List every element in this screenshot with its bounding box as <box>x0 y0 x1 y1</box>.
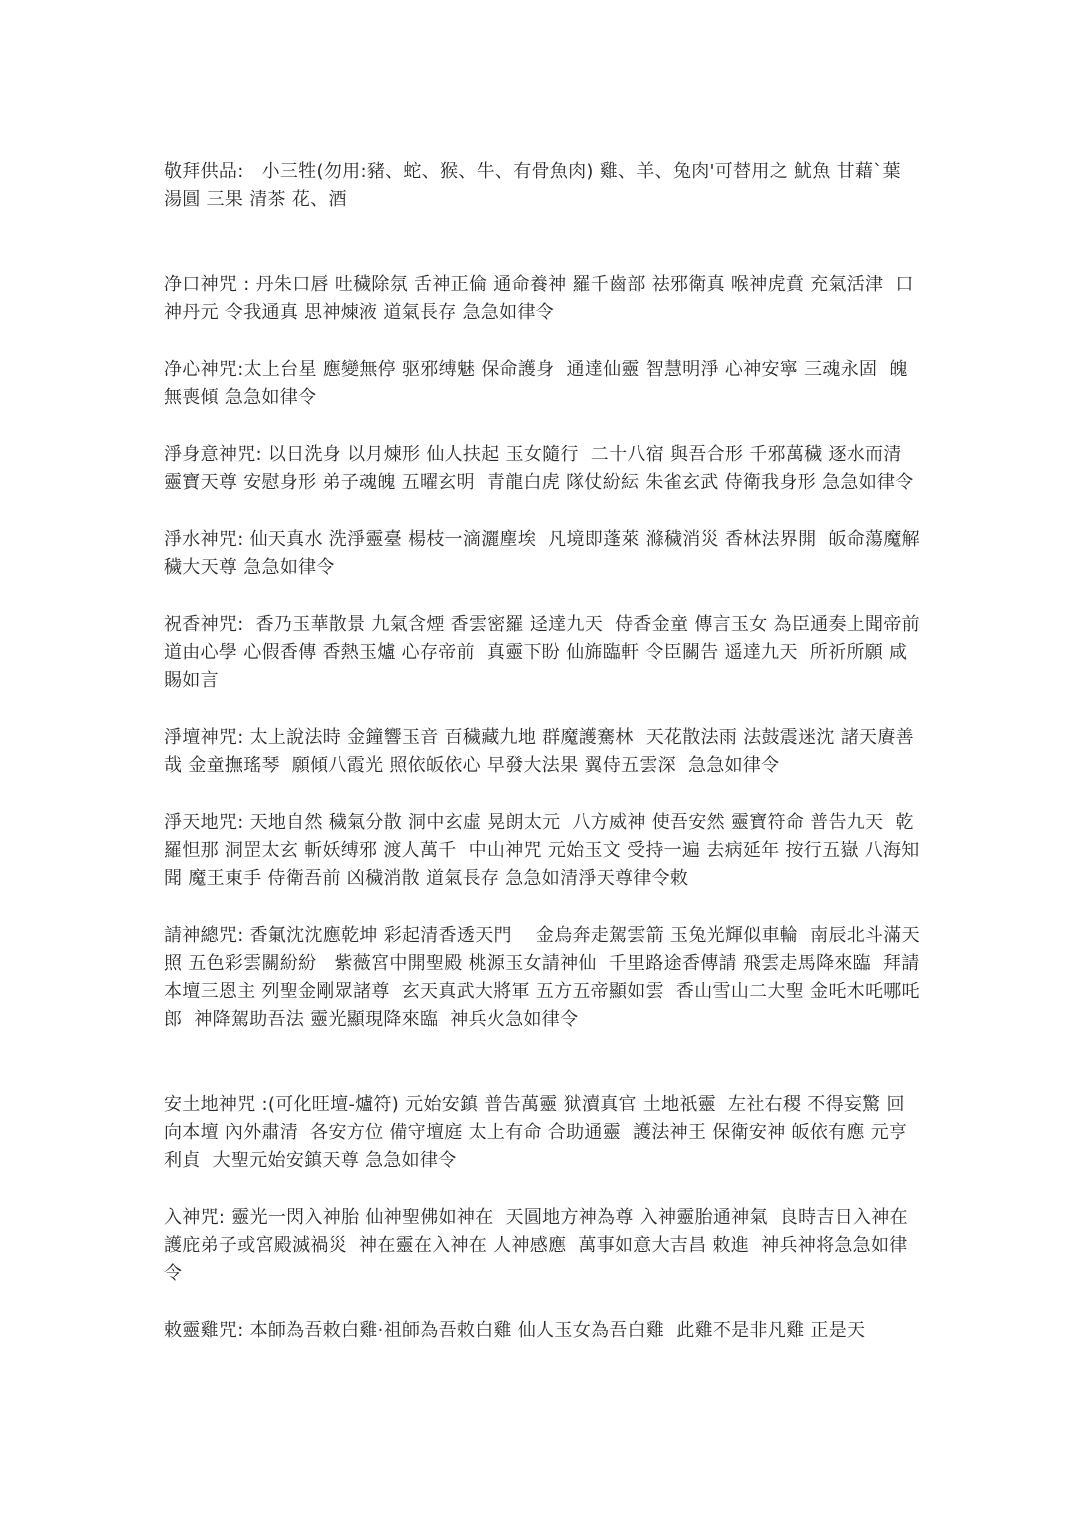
offerings-paragraph: 敬拜供品: 小三牲(勿用:豬、蛇、猴、牛、有骨魚肉) 雞、羊、兔肉'可替用之 魷魚 甘藉`葉 湯圓 三果 清茶 花、酒 <box>164 161 907 210</box>
spirit-entry-mantra-paragraph: 入神咒: 靈光一閃入神胎 仙神聖佛如神在 天圓地方神為尊 入神靈胎通神氣 良時吉日入神在 護庇弟子或宮殿滅禍災 神在靈在入神在 人神感應 萬事如意大吉昌 敕進 神兵神将急急如律令 <box>164 1207 914 1284</box>
heart-purifying-mantra-paragraph: 净心神咒:太上台星 應變無停 驱邪缚魅 保命護身 通達仙靈 智慧明淨 心神安寧 三魂永固 魄無喪傾 急急如律令 <box>164 359 908 408</box>
earth-god-mantra-paragraph: 安土地神咒 :(可化旺壇-爐符) 元始安鎮 普告萬靈 狱瀆真官 土地祇靈 左社右稷 不得妄驚 回向本壇 內外肅清 各安方位 備守壇庭 太上有命 合助通靈 護法神王 保衛安神 皈依有應 元亨利貞 大聖元始安鎮天尊 急急如律令 <box>164 1094 908 1171</box>
rooster-mantra-paragraph: 敕靈雞咒: 本師為吾敕白雞·祖師為吾敕白雞 仙人玉女為吾白雞 此雞不是非凡雞 正是天 <box>164 1320 866 1341</box>
heaven-earth-mantra-paragraph: 淨天地咒: 天地自然 穢氣分散 洞中玄虛 晃朗太元 八方威神 使吾安然 靈寶符命 普告九天 乾羅怛那 洞罡太玄 斬妖缚邪 渡人萬千 中山神咒 元始玉文 受持一遍 去病延年 按行五嶽 八海知聞 魔王東手 侍衛吾前 凶穢消散 道氣長存 急急如清淨天尊律令敕 <box>164 812 920 889</box>
mouth-purifying-mantra-paragraph: 净口神咒 : 丹朱口唇 吐穢除氛 舌神正倫 通命養神 羅千齒部 祛邪衛真 喉神虎賁 充氣活津 口神丹元 令我通真 思神煉液 道氣長存 急急如律令 <box>164 274 914 323</box>
deity-invocation-mantra-paragraph: 請神總咒: 香氭沈沈應乾坤 彩起清香透天門 金烏奔走駕雲箭 玉兔光輝似車輪 南辰北斗滿天照 五色彩雲關紛紛 紫薇宮中開聖殿 桃源玉女請神仙 千里路途香傳請 飛雲走馬降來臨 拜請本壇三恩主 列聖金剛眾諸尊 玄天真武大將軍 五方五帝顯如雲 香山雪山二大聖 金吒木吒哪吒郎 神降駕助吾法 靈光顯現降來臨 神兵火急如律令 <box>164 925 920 1030</box>
altar-purifying-mantra-paragraph: 淨壇神咒: 太上說法時 金鐘響玉音 百穢藏九地 群魔護騫林 天花散法雨 法鼓震迷沈 諸天賡善哉 金童撫瑤琴 願傾八霞光 照依皈依心 早發大法果 翼侍五雲深 急急如律令 <box>164 727 914 776</box>
water-purifying-mantra-paragraph: 淨水神咒: 仙天真水 洗淨靈臺 楊枝一滴灑塵埃 凡境即蓬萊 滌穢消災 香林法界開 皈命蕩魔解穢大天尊 急急如律令 <box>164 529 920 578</box>
incense-mantra-paragraph: 祝香神咒: 香乃玉華散景 九氣含煙 香雲密羅 迳達九天 侍香金童 傳言玉女 為臣通奏上聞帝前 道由心學 心假香傳 香熱玉爐 心存帝前 真靈下盼 仙旆臨軒 令臣關告 遥達九天 所祈所願 咸賜如言 <box>164 614 933 691</box>
document-body <box>164 158 933 1345</box>
body-purifying-mantra-paragraph: 淨身意神咒: 以日洗身 以月煉形 仙人扶起 玉女隨行 二十八宿 與吾合形 千邪萬穢 逐水而清 靈寶天尊 安慰身形 弟子魂魄 五曜玄明 青龍白虎 隊仗紛紜 朱雀玄武 侍衛我身形 急急如律令 <box>164 444 914 493</box>
